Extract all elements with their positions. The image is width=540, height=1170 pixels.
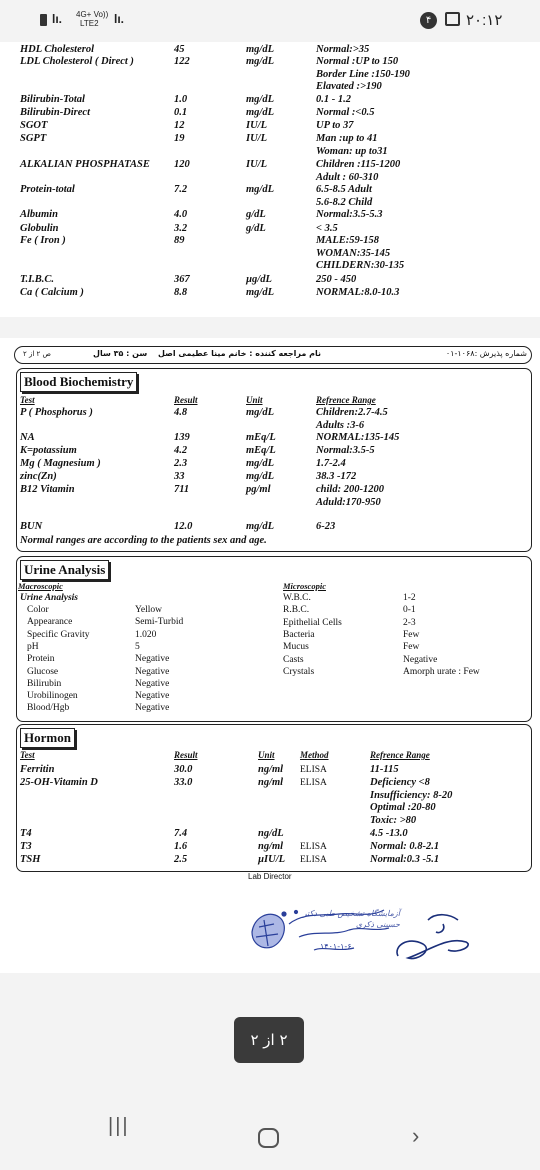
result-value: 12 [174,120,185,131]
status-bar [0,0,540,40]
unit: ng/dL [258,828,284,839]
reference-range: Adult : 60-310 [316,171,379,183]
range-note: Normal ranges are according to the patients sex and age. [20,535,267,546]
signature-area [0,898,540,973]
test-name: HDL Cholesterol [20,44,94,55]
reference-range: 6.5-8.5 Adult [316,184,372,195]
test-name: Albumin [20,209,58,220]
notification-badge: ۴ [420,12,437,29]
unit: mg/dL [246,287,274,298]
column-header: Unit [246,395,263,405]
urine-value: 1-2 [403,593,416,603]
result-value: 89 [174,235,185,246]
result-value: 19 [174,133,185,144]
reference-range: Toxic: >80 [370,814,417,826]
unit: µIU/L [258,854,286,865]
reference-range: 1.7-2.4 [316,458,346,469]
test-name: TSH [20,854,41,865]
unit: mg/dL [246,471,274,482]
reference-range: Normal :UP to 150 [316,56,399,67]
reference-range: Aduld:170-950 [316,496,381,508]
section-title: Blood Biochemistry [20,372,137,392]
unit: ng/ml [258,764,284,775]
urine-value: 1.020 [135,629,157,640]
reference-range: 0.1 - 1.2 [316,94,351,105]
result-value: 45 [174,44,185,55]
urine-param: Protein [27,654,55,665]
column-header: Result [174,750,198,760]
urine-param: pH [27,641,39,652]
unit: mg/dL [246,107,274,118]
result-value: 4.0 [174,209,188,220]
unit: ng/ml [258,841,284,852]
urine-param: Blood/Hgb [27,703,70,714]
method: ELISA [300,855,327,865]
macroscopic-header: Macroscopic [18,581,63,591]
result-value: 4.8 [174,407,188,418]
reference-range: 4.5 -13.0 [370,828,408,839]
reference-range: Children :115-1200 [316,159,401,170]
back-chevron-icon[interactable]: › [412,1123,420,1148]
reference-range: < 3.5 [316,223,338,234]
reference-range: Normal:>35 [316,44,370,55]
sim-icon [40,14,47,26]
reference-range: Insufficiency: 8-20 [370,789,453,801]
admission-number: شماره پذیرش :۱۰۶۸-۰۱ [445,349,527,358]
reference-range: Children:2.7-4.5 [316,407,388,418]
urine-value: Semi-Turbid [135,617,184,628]
test-name: T.I.B.C. [20,274,55,285]
test-name: Bilirubin-Total [20,94,85,105]
reference-range: CHILDERN:30-135 [316,260,405,271]
test-name: SGOT [20,120,48,131]
signal-icon-2: lı. [114,12,125,26]
urine-param: R.B.C. [283,605,310,616]
test-name: K=potassium [20,445,77,456]
column-header: Unit [258,750,275,760]
reference-range: Optimal :20-80 [370,802,436,813]
result-value: 2.3 [174,458,188,469]
urine-param: Bacteria [283,629,315,640]
test-name: Ca ( Calcium ) [20,287,84,298]
column-header: Refrence Range [370,750,430,760]
result-value: 33 [174,471,185,482]
urine-value: Few [403,642,420,653]
reference-range: Normal:3.5-5 [316,445,375,456]
result-value: 711 [174,484,190,495]
patient-header [14,346,532,364]
stamp-text: آزمایشگاه تشخیص طبی دکتر حسینی ذکری [302,909,400,929]
reference-range: Normal:0.3 -5.1 [370,854,440,865]
urine-value: 0-1 [403,605,416,616]
recent-apps-button[interactable]: ||| [108,1115,130,1137]
reference-range: 250 - 450 [316,274,357,285]
reference-range: MALE:59-158 [316,235,379,246]
urine-param: Color [27,605,49,615]
test-name: T4 [20,828,32,839]
home-button[interactable] [258,1128,279,1148]
urine-analysis-section [16,556,532,722]
urine-value: Negative [135,703,170,714]
result-value: 122 [174,56,190,67]
reference-range: Normal:3.5-5.3 [316,209,383,220]
unit: ng/ml [258,777,284,788]
unit: mg/dL [246,56,274,67]
result-value: 139 [174,432,190,443]
unit: mg/dL [246,94,274,105]
stamp-date: ۱۴۰۱-۱-۶ [320,942,352,951]
urine-param: Appearance [27,617,73,628]
method: ELISA [300,842,327,852]
result-value: 0.1 [174,107,188,118]
subsection-title: Urine Analysis [20,593,78,603]
result-value: 30.0 [174,764,193,775]
result-value: 1.6 [174,841,188,852]
reference-range: 5.6-8.2 Child [316,196,373,208]
test-name: BUN [20,521,43,532]
gallery-icon [445,12,460,26]
urine-param: Bilirubin [27,678,62,689]
page-indicator [234,1017,304,1063]
result-value: 2.5 [174,854,188,865]
urine-value: 5 [135,641,140,652]
test-name: T3 [20,841,32,852]
network-label: 4G+ Vo)) [76,10,109,19]
test-name: Bilirubin-Direct [20,107,91,118]
reference-range: Woman: up to31 [316,145,388,157]
urine-value: Negative [135,654,170,665]
method: ELISA [300,778,327,788]
unit: mg/dL [246,521,274,532]
test-name: B12 Vitamin [20,484,75,495]
test-name: P ( Phosphorus ) [20,407,93,418]
reference-range: NORMAL:135-145 [316,432,400,443]
reference-range: Border Line :150-190 [316,68,410,80]
column-header: Result [174,395,198,405]
clock: ۲۰:۱۲ [466,12,503,29]
unit: g/dL [246,209,266,220]
page-indicator-label: ۲ از ۲ [250,1031,288,1049]
column-header: Test [20,395,35,405]
reference-range: NORMAL:8.0-10.3 [316,287,400,298]
test-name: Ferritin [20,764,55,775]
urine-value: Negative [403,654,438,665]
result-value: 8.8 [174,287,188,298]
urine-param: Crystals [283,666,315,677]
urine-value: Negative [135,666,170,677]
unit: IU/L [246,133,267,144]
urine-value: Negative [135,678,170,689]
urine-value: 2-3 [403,617,416,628]
unit: µg/dL [246,274,272,285]
test-name: SGPT [20,133,47,144]
page-number: ص ۲ از ۲ [23,350,52,358]
urine-param: Epithelial Cells [283,617,342,628]
result-value: 33.0 [174,777,193,788]
urine-param: W.B.C. [283,593,311,603]
reference-range: Normal: 0.8-2.1 [370,841,440,852]
unit: mg/dL [246,458,274,469]
report-page-1 [0,42,540,317]
method: ELISA [300,765,327,775]
lab-director-label: Lab Director [248,872,292,881]
reference-range: Elavated :>190 [316,81,382,92]
reference-range: Normal :<0.5 [316,107,375,118]
urine-param: Mucus [283,642,309,653]
urine-value: Amorph urate : Few [403,666,480,677]
test-name: NA [20,432,35,443]
reference-range: WOMAN:35-145 [316,247,391,259]
unit: pg/ml [246,484,271,495]
result-value: 3.2 [174,223,188,234]
reference-range: 38.3 -172 [316,471,357,482]
unit: mg/dL [246,184,274,195]
section-title: Urine Analysis [20,560,109,580]
reference-range: Man :up to 41 [316,133,378,144]
urine-param: Glucose [27,666,59,677]
reference-range: Deficiency <8 [370,777,430,788]
urine-value: Negative [135,691,170,702]
urine-value: Yellow [135,605,163,615]
signature [388,906,478,966]
report-page-2 [0,338,540,898]
result-value: 12.0 [174,521,193,532]
column-header: Test [20,750,35,760]
network-label-2: LTE2 [80,19,99,28]
unit: mg/dL [246,407,274,418]
unit: mEq/L [246,445,276,456]
reference-range: 11-115 [370,764,399,775]
column-header: Method [300,750,329,760]
signal-icon: lı. [52,12,63,26]
section-title: Hormon [20,728,75,748]
result-value: 120 [174,159,190,170]
test-name: LDL Cholesterol ( Direct ) [20,56,134,67]
blood-biochemistry-section [16,368,532,552]
test-name: Mg ( Magnesium ) [20,458,101,469]
result-value: 7.4 [174,828,188,839]
reference-range: 6-23 [316,521,336,532]
unit: IU/L [246,159,267,170]
test-name: ALKALIAN PHOSPHATASE [20,159,150,170]
test-name: Globulin [20,223,59,234]
urine-param: Urobilinogen [27,691,78,702]
result-value: 367 [174,274,190,285]
urine-param: Casts [283,654,304,665]
unit: mEq/L [246,432,276,443]
test-name: Fe ( Iron ) [20,235,66,246]
result-value: 1.0 [174,94,188,105]
reference-range: UP to 37 [316,120,354,131]
test-name: Protein-total [20,184,75,195]
microscopic-header: Microscopic [283,581,326,591]
unit: mg/dL [246,44,274,55]
patient-age: سن : ۳۵ سال [93,349,148,358]
urine-param: Specific Gravity [27,629,90,640]
urine-value: Few [403,629,420,640]
reference-range: child: 200-1200 [316,484,384,495]
patient-name: نام مراجعه کننده : خانم مینا عطیمی اصل [157,349,321,358]
test-name: zinc(Zn) [20,471,57,482]
column-header: Refrence Range [316,395,376,405]
result-value: 4.2 [174,445,188,456]
result-value: 7.2 [174,184,188,195]
reference-range: Adults :3-6 [316,419,365,431]
test-name: 25-OH-Vitamin D [20,777,98,788]
hormon-section [16,724,532,872]
unit: IU/L [246,120,267,131]
unit: g/dL [246,223,266,234]
